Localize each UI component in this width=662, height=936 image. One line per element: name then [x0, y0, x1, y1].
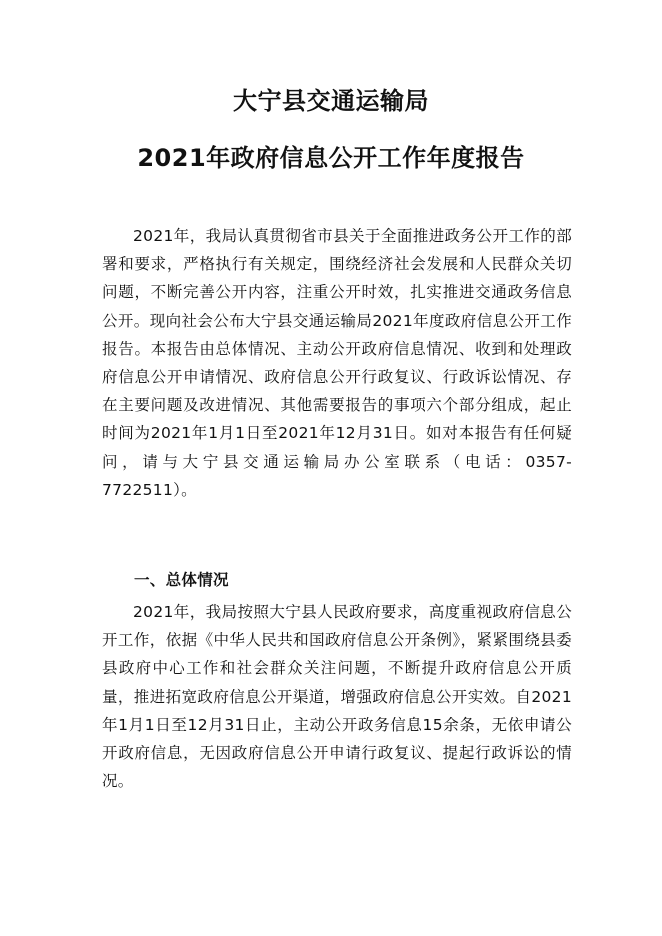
section-heading-general: 一、总体情况 — [134, 571, 229, 589]
document-title-organization: 大宁县交通运输局 — [233, 87, 429, 115]
section-paragraph-general: 2021年，我局按照大宁县人民政府要求，高度重视政府信息公开工作，依据《中华人民共和国政府信息公开条例》，紧紧围绕县委县政府中心工作和社会群众关注问题，不断提升政府信息公开质量，推进拓宽政府信息公开渠道，增强政府信息公开实效。自2021年1月1日至12月31日止，主动公开政务信息15余条，无依申请公开政府信息，无因政府信息公开申请行政复议、提起行政诉讼的情况。 — [102, 603, 572, 791]
document-title-report: 2021年政府信息公开工作年度报告 — [137, 144, 525, 172]
intro-paragraph: 2021年，我局认真贯彻省市县关于全面推进政务公开工作的部署和要求，严格执行有关规定，围绕经济社会发展和人民群众关切问题，不断完善公开内容，注重公开时效，扎实推进交通政务信息公开。现向社会公布大宁县交通运输局2021年度政府信息公开工作报告。本报告由总体情况、主动公开政府信息情况、收到和处理政府信息公开申请情况、政府信息公开行政复议、行政诉讼情况、存在主要问题及改进情况、其他需要报告的事项六个部分组成，起止时间为2021年1月1日至2021年12月31日。如对本报告有任何疑问，请与大宁县交通运输局办公室联系（电话：0357-7722511）。 — [102, 227, 572, 499]
